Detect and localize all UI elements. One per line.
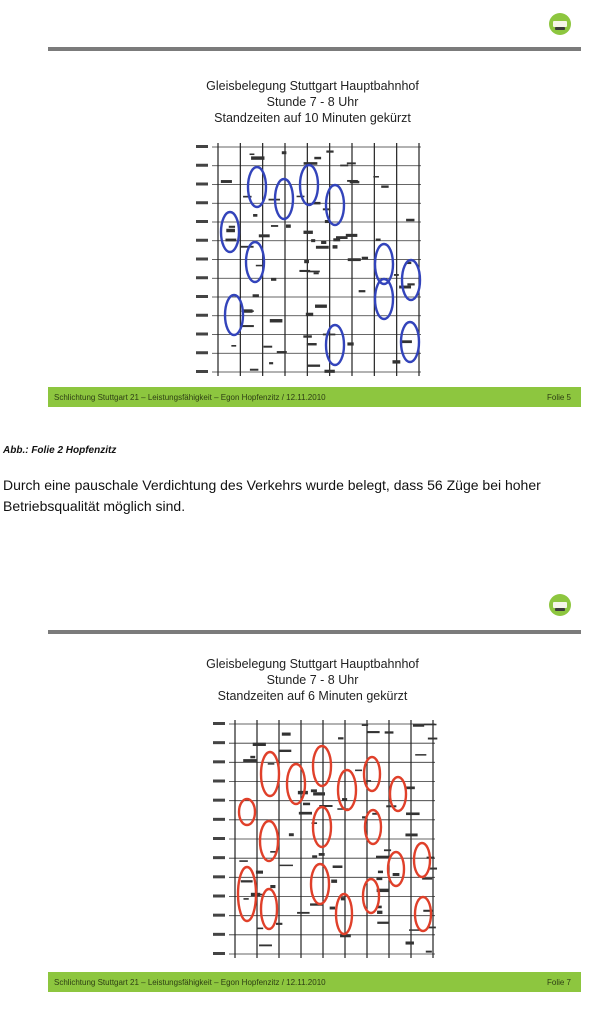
slide-title-line: Gleisbelegung Stuttgart Hauptbahnhof <box>206 79 419 93</box>
slide-title <box>150 78 475 126</box>
figure-caption: Abb.: Folie 2 Hopfenzitz <box>3 445 117 456</box>
body-paragraph: Durch eine pauschale Verdichtung des Verkehrs wurde belegt, dass 56 Züge bei hoher Betriebsqualität möglich sind. <box>3 477 541 514</box>
slide-title-line: Standzeiten auf 10 Minuten gekürzt <box>214 111 411 125</box>
slide-title-line: Stunde 7 - 8 Uhr <box>266 95 359 109</box>
slide-title-line: Standzeiten auf 6 Minuten gekürzt <box>217 689 408 703</box>
track-occupancy-diagram <box>190 137 425 382</box>
header-rule <box>48 47 581 51</box>
slide-7 <box>0 590 600 1002</box>
slide-footer <box>48 387 581 407</box>
slide-footer <box>48 972 581 992</box>
slide-title-line: Gleisbelegung Stuttgart Hauptbahnhof <box>206 657 419 671</box>
footer-text: Schlichtung Stuttgart 21 – Leistungsfähigkeit – Egon Hopfenzitz / 12.11.2010 <box>54 393 326 402</box>
slide-number: Folie 7 <box>546 978 571 987</box>
slide-5 <box>0 0 600 412</box>
footer-text: Schlichtung Stuttgart 21 – Leistungsfähigkeit – Egon Hopfenzitz / 12.11.2010 <box>54 978 326 987</box>
slide-title-line: Stunde 7 - 8 Uhr <box>266 673 359 687</box>
track-occupancy-diagram <box>207 714 439 964</box>
slide-title <box>150 656 475 704</box>
logo-icon <box>548 593 572 617</box>
header-rule <box>48 630 581 634</box>
slide-number: Folie 5 <box>546 393 571 402</box>
logo-icon <box>548 12 572 36</box>
